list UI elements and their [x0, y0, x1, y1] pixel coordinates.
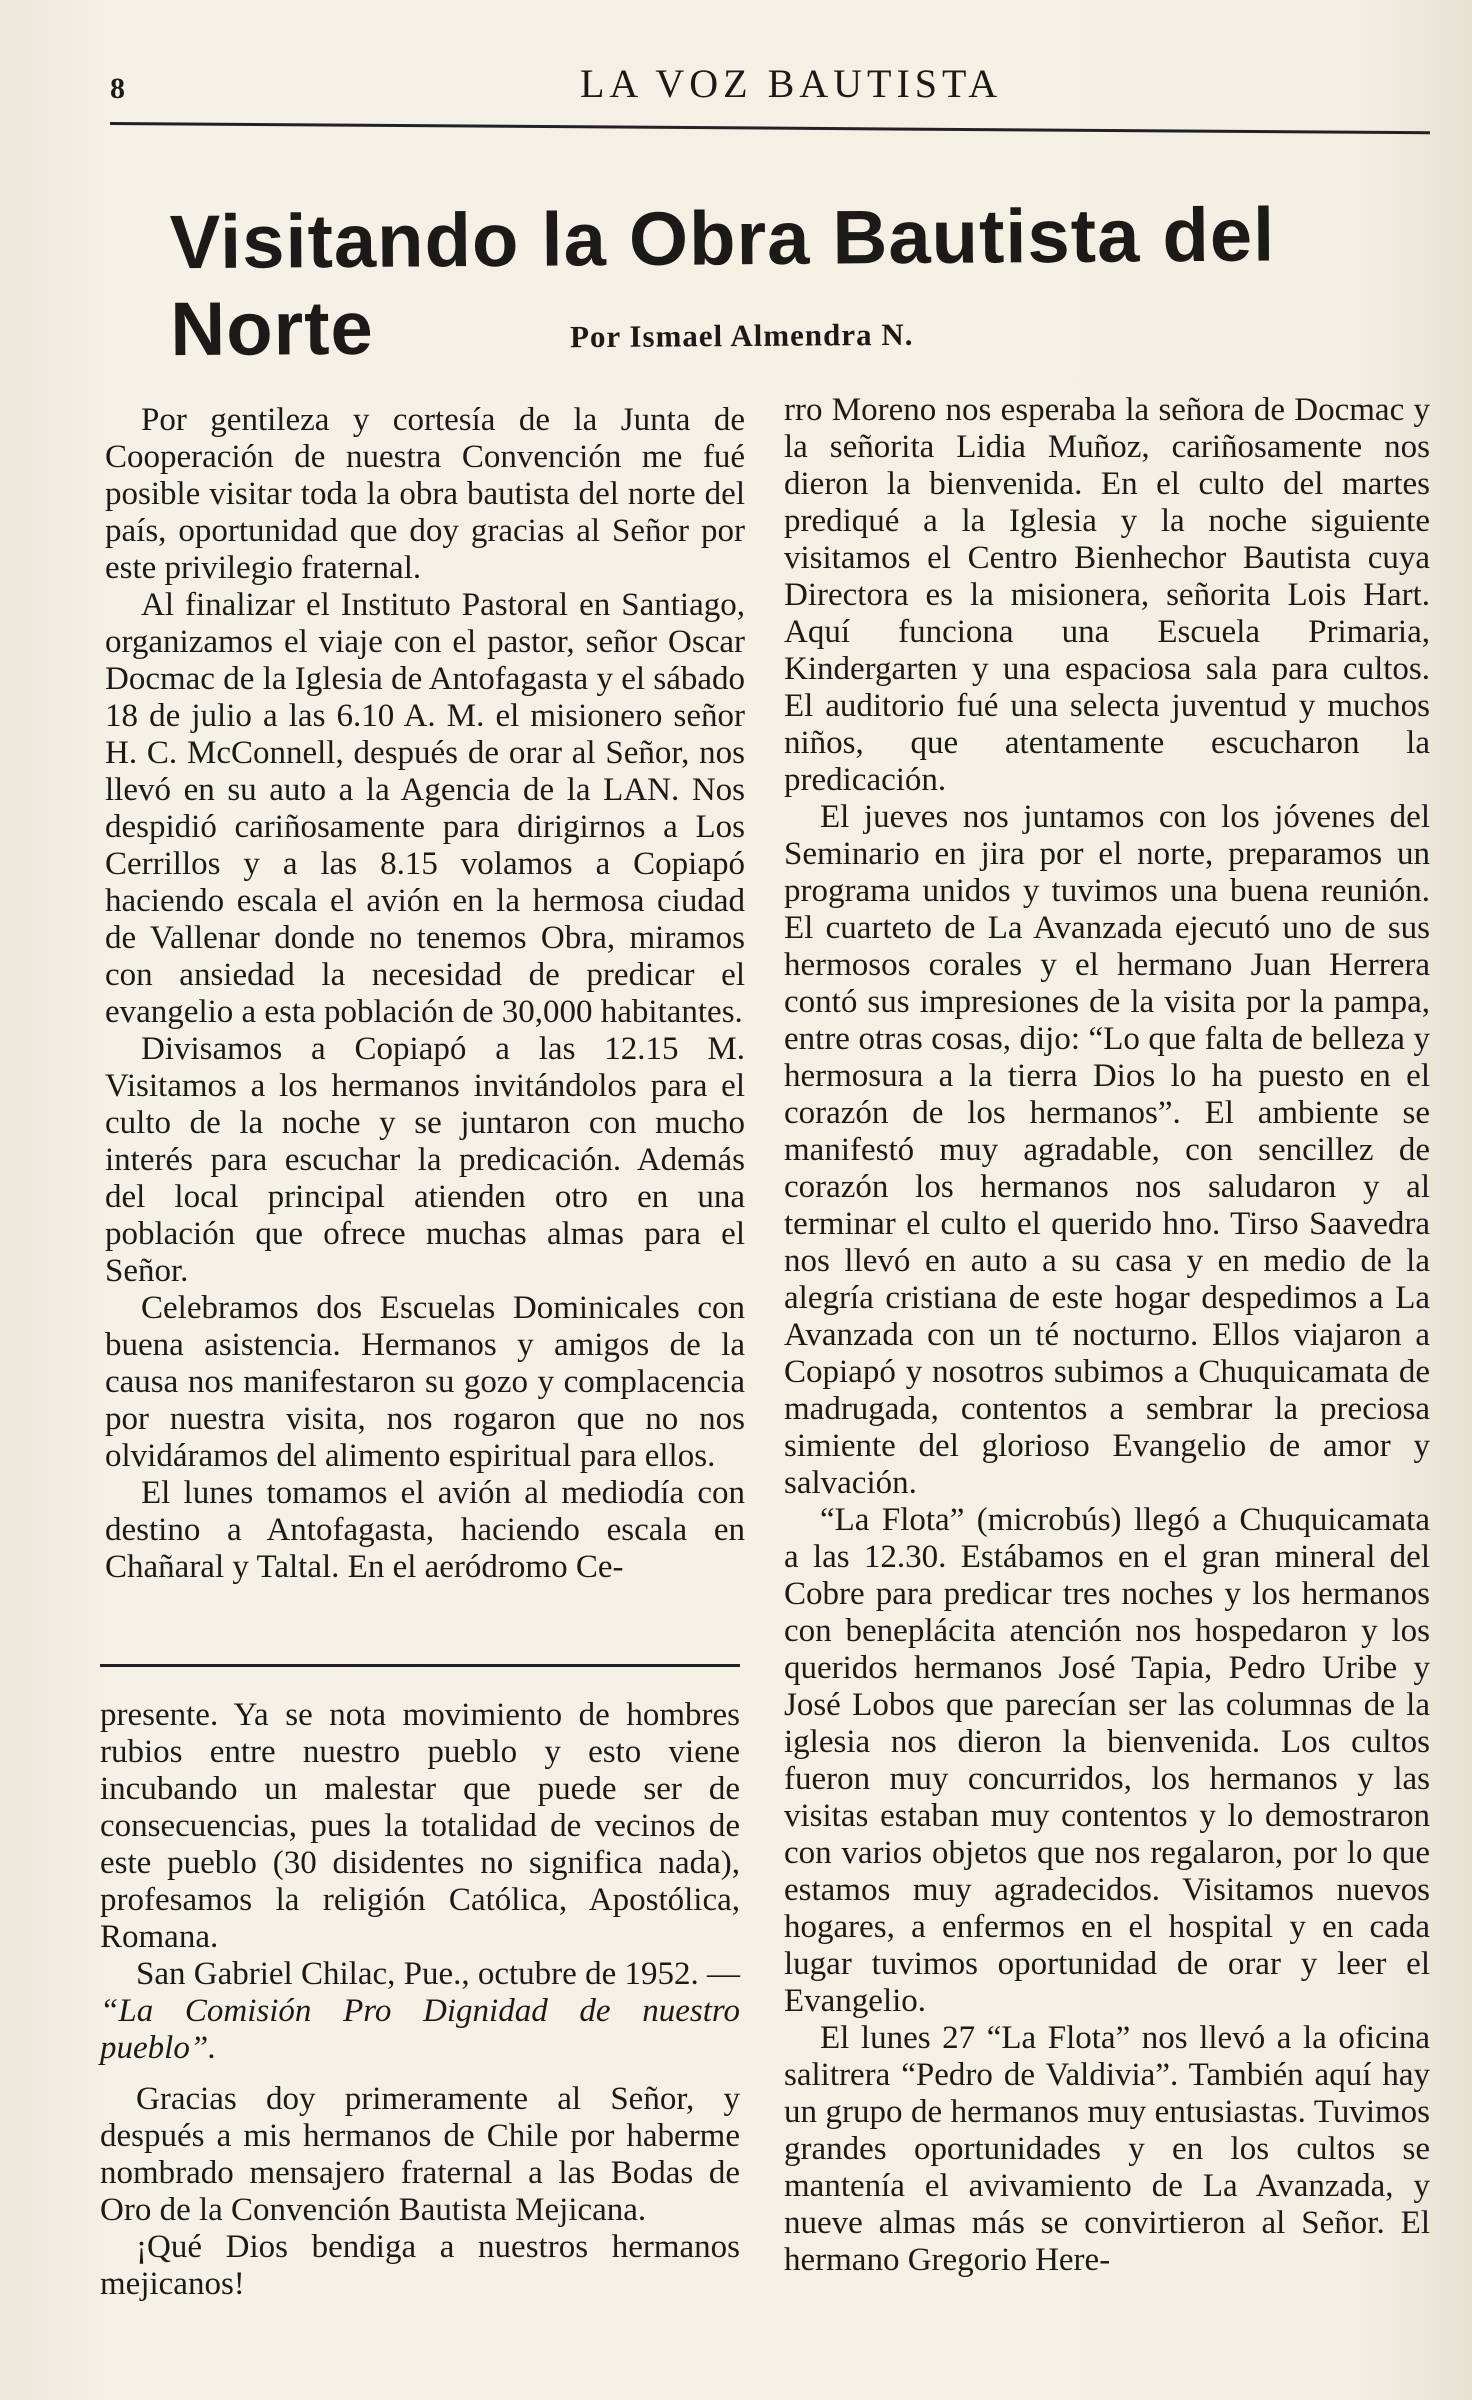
continued-paragraph: presente. Ya se nota movimiento de hombres rubios entre nuestro pueblo y esto viene incubando un malestar que puede ser de consecuencias, pues la totalidad de vecinos de este pueblo (30 disidentes no significa nada), profesamos la religión Católica, Apostólica, Romana. — [100, 1697, 740, 1955]
paragraph: Gracias doy primeramente al Señor, y después a mis hermanos de Chile por haberme nombrado mensajero fraternal a las Bodas de Oro de la Convención Bautista Mejicana. — [100, 2081, 740, 2228]
dateline: San Gabriel Chilac, Pue., octubre de 1952. — — [136, 1956, 740, 1992]
page-number: 8 — [110, 72, 125, 105]
running-head: LA VOZ BAUTISTA — [580, 61, 1003, 106]
paragraph: Celebramos dos Escuelas Dominicales con buena asistencia. Hermanos y amigos de la causa nos manifestaron su gozo y complacencia por nuestra visita, nos rogaron que no nos olvidáramos del alimento espiritual para ellos. — [105, 1290, 745, 1474]
header-rule — [110, 122, 1430, 134]
continued-paragraph: rro Moreno nos esperaba la señora de Docmac y la señorita Lidia Muñoz, cariñosamente nos dieron la bienvenida. En el culto del martes prediqué a la Iglesia y la noche siguiente visitamos el Centro Bienhechor Bautista cuya Directora es la misionera, señorita Lois Hart. Aquí funciona una Escuela Primaria, Kindergarten y una espaciosa sala para cultos. El auditorio fué una selecta juventud y muchos niños, que atentamente escucharon la predicación. — [784, 392, 1430, 798]
paragraph: Al finalizar el Instituto Pastoral en Santiago, organizamos el viaje con el pastor, señor Oscar Docmac de la Iglesia de Antofagasta y el sábado 18 de julio a las 6.10 A. M. el misionero señor H. C. McConnell, después de orar al Señor, nos llevó en su auto a la Agencia de la LAN. Nos despidió cariñosamente para dirigirnos a Los Cerrillos y a las 8.15 volamos a Copiapó haciendo escala el avión en la hermosa ciudad de Vallenar donde no tenemos Obra, miramos con ansiedad la necesidad de predicar el evangelio a esta población de 30,000 habitantes. — [105, 587, 745, 1030]
right-column-article — [784, 392, 1430, 2279]
paragraph: El lunes tomamos el avión al mediodía con destino a Antofagasta, haciendo escala en Chañaral y Taltal. En el aeródromo Ce- — [105, 1475, 745, 1585]
paragraph: Por gentileza y cortesía de la Junta de Cooperación de nuestra Convención me fué posible visitar toda la obra bautista del norte del país, oportunidad que doy gracias al Señor por este privilegio fraternal. — [105, 402, 745, 586]
paragraph: ¡Qué Dios bendiga a nuestros hermanos mejicanos! — [100, 2229, 740, 2302]
dateline-paragraph — [100, 1956, 740, 2067]
left-column-other-article — [100, 1697, 740, 2303]
paragraph: El jueves nos juntamos con los jóvenes del Seminario en jira por el norte, preparamos un programa unidos y tuvimos una buena reunión. El cuarteto de La Avanzada ejecutó uno de sus hermosos corales y el hermano Juan Herrera contó sus impresiones de la visita por la pampa, entre otras cosas, dijo: “Lo que falta de belleza y hermosura a la tierra Dios lo ha puesto en el corazón de los hermanos”. El ambiente se manifestó muy agradable, con sencillez de corazón los hermanos nos saludaron y al terminar el culto el querido hno. Tirso Saavedra nos llevó en auto a su casa y en medio de la alegría cristiana de este hogar despedimos a La Avanzada con un té nocturno. Ellos viajaron a Copiapó y nosotros subimos a Chuquicamata de madrugada, contentos a sembrar la preciosa simiente del glorioso Evangelio de amor y salvación. — [784, 799, 1430, 1501]
paragraph: El lunes 27 “La Flota” nos llevó a la oficina salitrera “Pedro de Valdivia”. También aquí hay un grupo de hermanos muy entusiastas. Tuvimos grandes oportunidades y en los cultos se mantenía el avivamiento de La Avanzada, y nueve almas más se convirtieron al Señor. El hermano Gregorio Here- — [784, 2020, 1430, 2278]
left-column-article — [105, 402, 745, 1586]
paragraph: Divisamos a Copiapó a las 12.15 M. Visitamos a los hermanos invitándolos para el culto de la noche y se juntaron con mucho interés para escuchar la predicación. Además del local principal atienden otro en una población que ofrece muchas almas para el Señor. — [105, 1031, 745, 1289]
page-header — [110, 48, 1430, 128]
paragraph: “La Flota” (microbús) llegó a Chuquicamata a las 12.30. Estábamos en el gran mineral del Cobre para predicar tres noches y los hermanos con beneplácita atención nos hospedaron y los queridos hermanos José Tapia, Pedro Uribe y José Lobos que parecían ser las columnas de la iglesia nos dieron la bienvenida. Los cultos fueron muy concurridos, los hermanos y las visitas estaban muy contentos y lo demostraron con varios objetos que nos regalaron, por lo que estamos muy agradecidos. Visitamos nuevos hogares, a enfermos en el hospital y en cada lugar tuvimos oportunidad de orar y leer el Evangelio. — [784, 1502, 1430, 2019]
signature: “La Comisión Pro Dignidad de nuestro pueblo”. — [100, 1993, 740, 2066]
article-byline: Por Ismael Almendra N. — [569, 316, 914, 355]
column-separator-rule — [100, 1664, 740, 1667]
article-title: Visitando la Obra Bautista del Norte — [169, 192, 1276, 373]
